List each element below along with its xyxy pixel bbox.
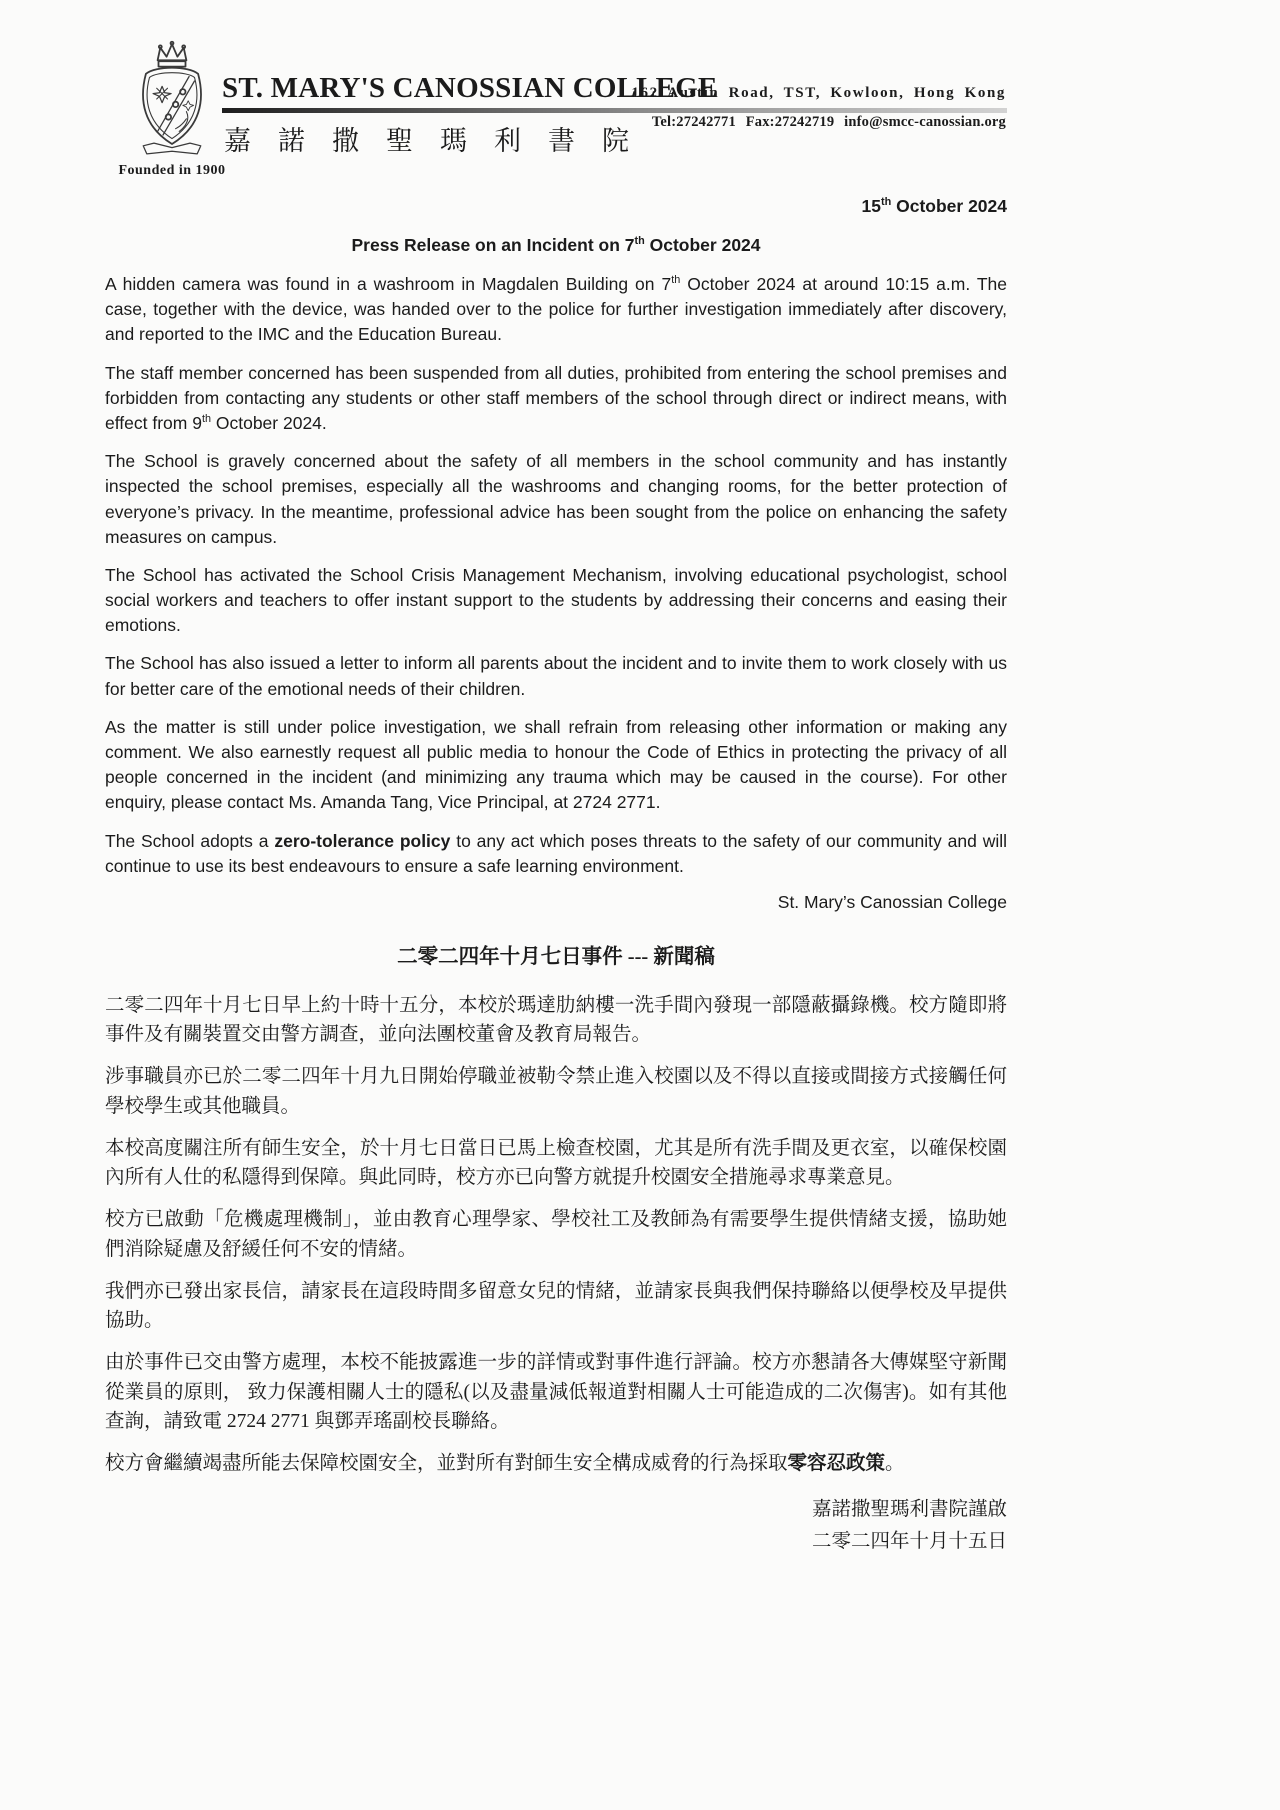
superscript: th: [201, 413, 211, 426]
signoff-chinese-line1: 嘉諾撒聖瑪利書院謹啟: [811, 1499, 1007, 1521]
paragraph: [105, 449, 1007, 550]
paragraph: [105, 715, 1007, 816]
text-segment: 涉事職員亦已於二零二四年十月九日開始停職並被勒令禁止進入校園以及不得以直接或間接方式接觸任何學校學生或其他職員。: [105, 1066, 1007, 1117]
superscript: th: [881, 196, 892, 209]
text-segment: 二零二四年十月七日早上約十時十五分，本校於瑪達肋納樓一洗手間內發現一部隱蔽攝錄機。校方隨即將事件及有關裝置交由警方調查，並向法團校董會及教育局報告。: [105, 994, 1007, 1046]
signoff-english: St. Mary’s Canossian College: [777, 891, 1007, 912]
chinese-body: [105, 991, 1007, 1479]
text-segment: 15: [861, 196, 881, 216]
text-segment: 我們亦已發出家長信，請家長在這段時間多留意女兒的情緒，並請家長與我們保持聯絡以便學校及早提供協助。: [105, 1280, 1007, 1332]
text-segment: The School has activated the School Crisis Management Mechanism, involving educational psychologist, school social workers and teachers to offer instant support to the students by addressing their concerns and easing their emotions.: [105, 564, 1007, 636]
paragraph: [105, 651, 1007, 701]
signoff-chinese-line2: 二零二四年十月十五日: [811, 1530, 1007, 1552]
bold-text: 零容忍政策: [787, 1453, 886, 1475]
text-segment: October 2024.: [211, 412, 327, 433]
text-segment: 本校高度關注所有師生安全，於十月七日當日已馬上檢查校園，尤其是所有洗手間及更衣室，以確保校園內所有人仕的私隱得到保障。與此同時，校方亦已向警方就提升校園安全措施尋求專業意見。: [105, 1137, 1007, 1189]
paragraph: [105, 1449, 1007, 1478]
paragraph: [105, 563, 1007, 639]
page-content: [105, 0, 1007, 1557]
text-segment: October 2024: [891, 196, 1007, 216]
founded-label: Founded in 1900: [118, 163, 226, 178]
text-segment: The School adopts a: [105, 830, 275, 851]
paragraph: [105, 1062, 1007, 1121]
text-segment: 校方已啟動「危機處理機制」，並由教育心理學家、學校社工及教師為有需要學生提供情緒支援，協助她們消除疑慮及舒緩任何不安的情緒。: [105, 1209, 1007, 1260]
paragraph: [105, 272, 1007, 348]
school-name-zh: 嘉諾撒聖瑪利書院: [224, 126, 656, 156]
text-segment: As the matter is still under police investigation, we shall refrain from releasing other information or making any comment. We also earnestly request all public media to honour the Code of Ethics in protecting the privacy of all people concerned in the incident (and minimizing any trauma which may be caused in the course). For other enquiry, please contact Ms. Amanda Tang, Vice Principal, at 2724 2771.: [105, 716, 1007, 813]
school-name-en: ST. MARY'S CANOSSIAN COLLEGE: [222, 72, 718, 104]
paragraph: [105, 829, 1007, 879]
text-segment: 。: [885, 1453, 905, 1475]
signoff-chinese: [105, 1494, 1007, 1556]
text-segment: The School is gravely concerned about the safety of all members in the school community and has instantly inspected the school premises, especially all the washrooms and changing rooms, for the better protection of everyone’s privacy. In the meantime, professional advice has been sought from the police on enhancing the safety measures on campus.: [105, 451, 1007, 547]
text-segment: The School has also issued a letter to inform all parents about the incident and to invite them to work closely with us for better care of the emotional needs of their children.: [105, 653, 1007, 699]
text-segment: Press Release on an Incident on 7: [351, 235, 635, 255]
school-contact: Tel:27242771 Fax:27242719 info@smcc-canossian.org: [651, 114, 1006, 130]
paragraph: [105, 1205, 1007, 1264]
letterhead: [105, 0, 1007, 188]
bold-text: zero-tolerance policy: [274, 830, 451, 851]
text-segment: 校方會繼續竭盡所能去保障校園安全，並對所有對師生安全構成威脅的行為採取: [105, 1453, 788, 1475]
superscript: th: [671, 274, 681, 287]
text-segment: The staff member concerned has been suspended from all duties, prohibited from entering the school premises and forbidden from contacting any students or other staff members of the school through direct or indirect means, with effect from 9: [105, 362, 1007, 433]
text-segment: 由於事件已交由警方處理，本校不能披露進一步的詳情或對事件進行評論。校方亦懇請各大傳媒堅守新聞從業員的原則， 致力保護相關人士的隱私(以及盡量減低報道對相關人士可能造成的二次傷害)。如有其他查詢，請致電 2724 2771 與鄧弄瑤副校長聯絡。: [105, 1352, 1007, 1432]
text-segment: October 2024: [644, 235, 761, 255]
header-divider: [222, 108, 1007, 113]
paragraph: [105, 1134, 1007, 1193]
text-segment: A hidden camera was found in a washroom in Magdalen Building on 7: [105, 274, 672, 294]
paragraph: [105, 1348, 1007, 1436]
paragraph: [105, 991, 1007, 1050]
school-crest-icon: [118, 36, 226, 162]
paragraph: [105, 361, 1007, 437]
document-title: [105, 235, 1007, 256]
text-segment: to any act which poses threats to the safety of our community and will continue to use its best endeavours to ensure a safe learning environment.: [105, 830, 1007, 876]
text-segment: October 2024 at around 10:15 a.m. The case, together with the device, was handed over to the police for further investigation immediately after discovery, and reported to the IMC and the Education Bureau.: [105, 274, 1007, 345]
crest-block: [107, 36, 237, 179]
english-body: [105, 272, 1007, 879]
paragraph: [105, 1277, 1007, 1336]
document-date: [105, 196, 1007, 217]
school-address: 162 Austin Road, TST, Kowloon, Hong Kong: [631, 85, 1006, 101]
chinese-section-title: 二零二四年十月七日事件 --- 新聞稿: [397, 945, 715, 968]
superscript: th: [634, 235, 645, 248]
